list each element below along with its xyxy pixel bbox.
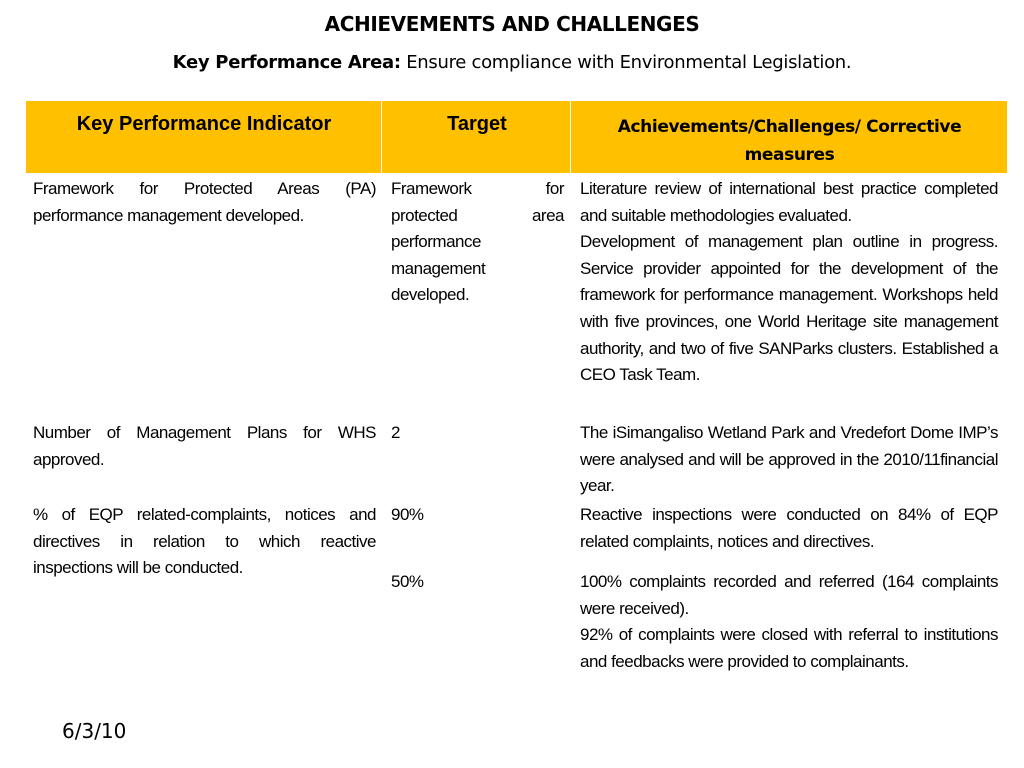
kpa-label: Key Performance Area: — [172, 52, 401, 73]
row1-indicator: Framework for Protected Areas (PA) performance management developed. — [33, 179, 376, 225]
row3-target-b: 50% — [391, 572, 424, 591]
row3-achievement-b — [580, 569, 998, 675]
row3-indicator: % of EQP related-complaints, notices and directives in relation to which reactive inspections will be conducted. — [33, 505, 376, 578]
row3-achievement-b-1: 100% complaints recorded and referred (164 complaints were received). — [580, 572, 998, 618]
footer-date: 6/3/10 — [62, 719, 127, 743]
header-achievements-label: Achievements/Challenges/ Corrective measures — [617, 117, 962, 165]
row1-achievements — [580, 176, 998, 389]
table-header — [26, 101, 1007, 173]
row1-achievement-2: Development of management plan outline in progress. Service provider appointed for the development of the framework for performance management. Workshops held with five provinces, one World Heritage site management authority, and two of five SANParks clusters. Established a CEO Task Team. — [580, 232, 998, 385]
row2-target: 2 — [391, 423, 400, 442]
slide-title: ACHIEVEMENTS AND CHALLENGES — [324, 12, 700, 36]
header-cell-achievements — [572, 101, 1007, 173]
row3-achievement-a: Reactive inspections were conducted on 84% of EQP related complaints, notices and directives. — [580, 505, 998, 551]
header-target-label: Target — [447, 113, 507, 135]
row1-target: Framework for protected area performance management developed. — [391, 179, 564, 305]
row3-achievement-b-2: 92% of complaints were closed with referral to institutions and feedbacks were provided to complainants. — [580, 625, 998, 671]
header-indicator-label: Key Performance Indicator — [76, 113, 332, 135]
header-cell-target — [383, 101, 571, 173]
header-cell-indicator — [26, 101, 382, 173]
key-performance-area — [0, 50, 1024, 76]
row2-indicator: Number of Management Plans for WHS approved. — [33, 423, 376, 469]
kpa-value: Ensure compliance with Environmental Legislation. — [406, 52, 852, 73]
row2-achievement: The iSimangaliso Wetland Park and Vredefort Dome IMP’s were analysed and will be approved in the 2010/11financial year. — [580, 423, 998, 496]
row3-target-a: 90% — [391, 505, 424, 524]
row1-achievement-1: Literature review of international best practice completed and suitable methodologies evaluated. — [580, 179, 998, 225]
